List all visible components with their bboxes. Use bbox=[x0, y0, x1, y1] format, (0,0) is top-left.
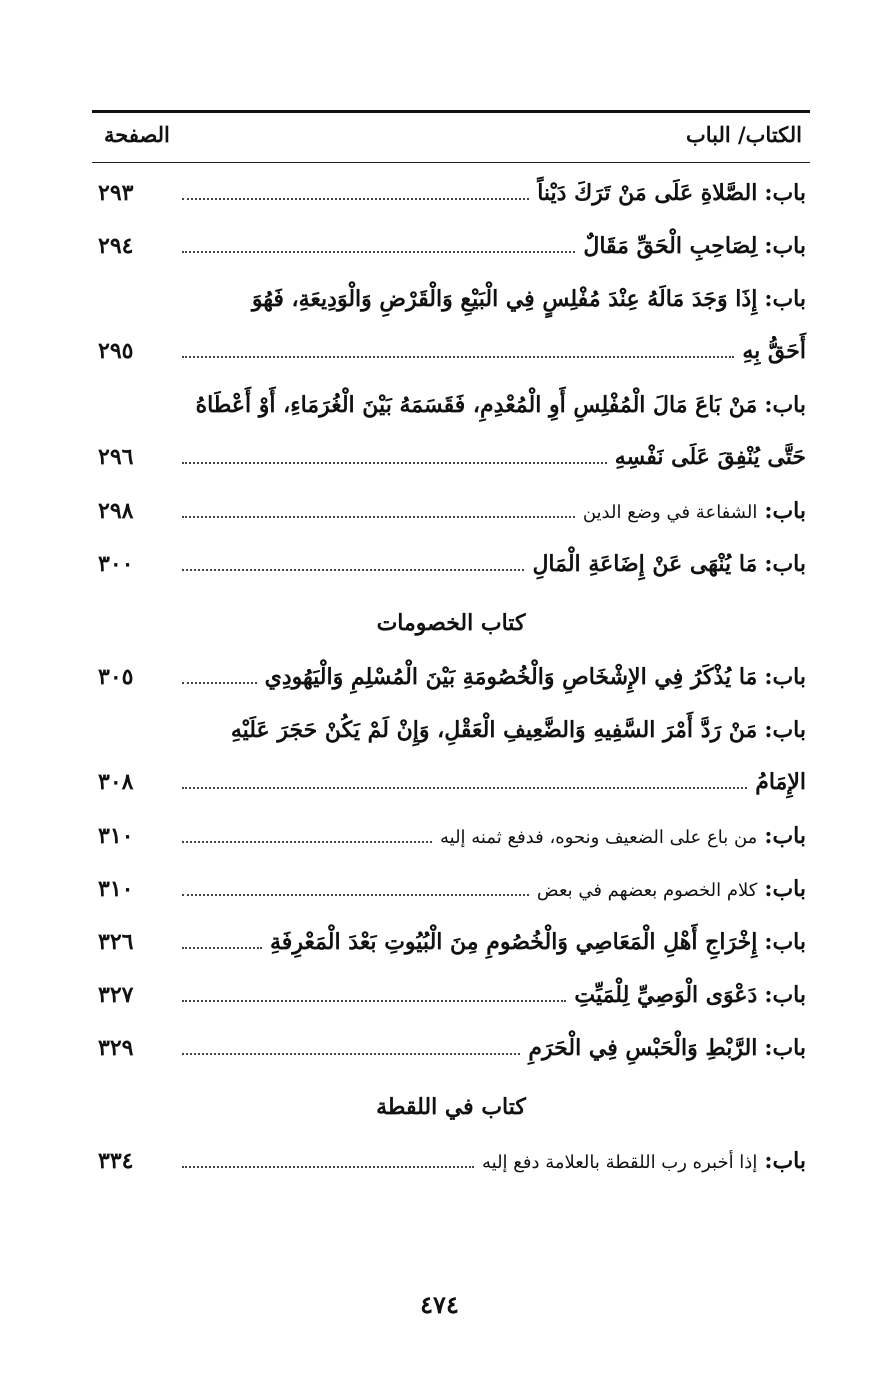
toc-entry bbox=[92, 709, 810, 815]
dot-leader bbox=[182, 927, 262, 957]
entry-title: الصَّلاةِ عَلَى مَنْ تَرَكَ دَيْناً bbox=[537, 180, 758, 206]
bab-prefix: باب: bbox=[764, 823, 806, 849]
dot-leader bbox=[182, 496, 575, 526]
dot-leader bbox=[182, 767, 747, 797]
toc-entry-line bbox=[265, 662, 806, 693]
toc-entry bbox=[92, 815, 810, 868]
entry-page-number: ٢٩٨ bbox=[98, 498, 134, 524]
entry-page-number: ٣١٠ bbox=[98, 876, 134, 902]
entry-page-number: ٣٠٠ bbox=[98, 551, 134, 577]
toc-entry-line bbox=[583, 496, 806, 528]
toc-entry-line bbox=[270, 927, 806, 958]
entry-title: مَنْ بَاعَ مَالَ الْمُفْلِسِ أَوِ الْمُعْدِمِ، فَقَسَمَهُ بَيْنَ الْغُرَمَاءِ، أَوْ أَعْطَاهُ bbox=[195, 392, 758, 418]
entry-title: الرَّبْطِ وَالْحَبْسِ فِي الْحَرَمِ bbox=[528, 1035, 758, 1061]
toc-entry-line bbox=[482, 1146, 806, 1178]
toc-entry bbox=[92, 656, 810, 709]
dot-leader bbox=[182, 1146, 474, 1176]
toc-entry bbox=[92, 1027, 810, 1080]
toc-entry bbox=[92, 543, 810, 596]
page-column-label: الصفحة bbox=[104, 122, 170, 147]
chapter-column-label: الكتاب/ الباب bbox=[685, 122, 802, 147]
entry-title: إِخْرَاجِ أَهْلِ الْمَعَاصِي وَالْخُصُومِ مِنَ الْبُيُوتِ بَعْدَ الْمَعْرِفَةِ bbox=[270, 929, 758, 955]
entry-title: كلام الخصوم بعضهم في بعض bbox=[536, 880, 758, 901]
toc-entry bbox=[92, 490, 810, 543]
bab-prefix: باب: bbox=[764, 551, 806, 577]
dot-leader bbox=[182, 442, 607, 472]
toc-entry-line bbox=[537, 178, 806, 209]
dot-leader bbox=[182, 336, 734, 366]
toc-entry bbox=[92, 1140, 810, 1193]
book-heading-text: كتاب الخصومات bbox=[376, 610, 526, 636]
dot-leader bbox=[182, 231, 575, 261]
entry-page-number: ٣١٠ bbox=[98, 823, 134, 849]
bab-prefix: باب: bbox=[764, 876, 806, 902]
toc-entry-line bbox=[528, 1033, 806, 1064]
entry-page-number: ٢٩٤ bbox=[98, 233, 134, 259]
entry-page-number: ٣٠٥ bbox=[98, 664, 134, 690]
bab-prefix: باب: bbox=[764, 233, 806, 259]
toc-entry bbox=[92, 384, 810, 490]
entry-page-number: ٣٣٤ bbox=[98, 1148, 134, 1174]
toc-entry bbox=[92, 868, 810, 921]
folio-number: ٤٧٤ bbox=[420, 1290, 459, 1319]
toc-entry bbox=[92, 172, 810, 225]
dot-leader bbox=[182, 1033, 520, 1063]
entry-page-number: ٢٩٣ bbox=[98, 180, 134, 206]
bab-prefix: باب: bbox=[764, 664, 806, 690]
entry-page-number: ٣٢٩ bbox=[98, 1035, 134, 1061]
entry-title: إذا أخبره رب اللقطة بالعلامة دفع إليه bbox=[481, 1152, 758, 1173]
entry-title: مَنْ رَدَّ أَمْرَ السَّفِيهِ وَالضَّعِيفِ الْعَقْلِ، وَإِنْ لَمْ يَكُنْ حَجَرَ عَلَيْهِ bbox=[230, 717, 758, 743]
header-rule bbox=[92, 162, 810, 163]
bab-prefix: باب: bbox=[764, 929, 806, 955]
contents-header bbox=[92, 122, 810, 156]
bab-prefix: باب: bbox=[764, 180, 806, 206]
entry-title: دَعْوَى الْوَصِيِّ لِلْمَيِّتِ bbox=[574, 982, 758, 1008]
toc-entry-line-continued bbox=[615, 442, 806, 473]
toc-entry-line bbox=[231, 715, 806, 746]
dot-leader bbox=[182, 821, 432, 851]
toc-entry-line bbox=[532, 549, 806, 580]
entry-title: مَا يُنْهَى عَنْ إِضَاعَةِ الْمَالِ bbox=[532, 551, 758, 577]
toc-entry bbox=[92, 278, 810, 384]
bab-prefix: باب: bbox=[764, 1148, 806, 1174]
dot-leader bbox=[182, 980, 566, 1010]
bab-prefix: باب: bbox=[764, 286, 806, 312]
entry-title: من باع على الضعيف ونحوه، فدفع ثمنه إليه bbox=[439, 827, 758, 848]
entry-title: لِصَاحِبِ الْحَقِّ مَقَالٌ bbox=[583, 233, 758, 259]
contents-list bbox=[92, 172, 810, 1193]
entry-title-continued: أَحَقُّ بِهِ bbox=[742, 338, 806, 364]
dot-leader bbox=[182, 178, 529, 208]
toc-entry-line bbox=[252, 284, 806, 315]
bab-prefix: باب: bbox=[764, 392, 806, 418]
toc-entry bbox=[92, 974, 810, 1027]
toc-entry-line bbox=[583, 231, 806, 262]
entry-page-number: ٣٠٨ bbox=[98, 769, 134, 795]
bab-prefix: باب: bbox=[764, 717, 806, 743]
toc-entry-line-continued bbox=[755, 767, 806, 798]
dot-leader bbox=[182, 874, 529, 904]
entry-page-number: ٣٢٦ bbox=[98, 929, 134, 955]
book-heading bbox=[92, 1080, 810, 1140]
bab-prefix: باب: bbox=[764, 1035, 806, 1061]
entry-page-number: ٢٩٦ bbox=[98, 444, 134, 470]
bab-prefix: باب: bbox=[764, 982, 806, 1008]
entry-title-continued: حَتَّى يُنْفِقَ عَلَى نَفْسِهِ bbox=[614, 444, 806, 470]
toc-entry-line bbox=[440, 821, 806, 853]
entry-title-continued: الإِمَامُ bbox=[755, 769, 806, 795]
toc-entry-line bbox=[537, 874, 806, 906]
toc-entry bbox=[92, 225, 810, 278]
toc-entry bbox=[92, 921, 810, 974]
entry-title: إِذَا وَجَدَ مَالَهُ عِنْدَ مُفْلِسٍ فِي الْبَيْعِ وَالْقَرْضِ وَالْوَدِيعَةِ، فَهُوَ bbox=[251, 286, 758, 312]
entry-title: الشفاعة في وضع الدين bbox=[582, 502, 758, 523]
dot-leader bbox=[182, 549, 524, 579]
book-heading-text: كتاب في اللقطة bbox=[376, 1094, 526, 1120]
top-rule bbox=[92, 110, 810, 113]
toc-entry-line-continued bbox=[742, 336, 806, 367]
toc-entry-line bbox=[574, 980, 806, 1011]
entry-page-number: ٣٢٧ bbox=[98, 982, 134, 1008]
bab-prefix: باب: bbox=[764, 498, 806, 524]
dot-leader bbox=[182, 662, 257, 692]
entry-page-number: ٢٩٥ bbox=[98, 338, 134, 364]
contents-page bbox=[92, 0, 810, 1381]
book-heading bbox=[92, 596, 810, 656]
entry-title: مَا يُذْكَرُ فِي الإِشْخَاصِ وَالْخُصُومَةِ بَيْنَ الْمُسْلِمِ وَالْيَهُودِي bbox=[264, 664, 758, 690]
toc-entry-line bbox=[196, 390, 806, 421]
